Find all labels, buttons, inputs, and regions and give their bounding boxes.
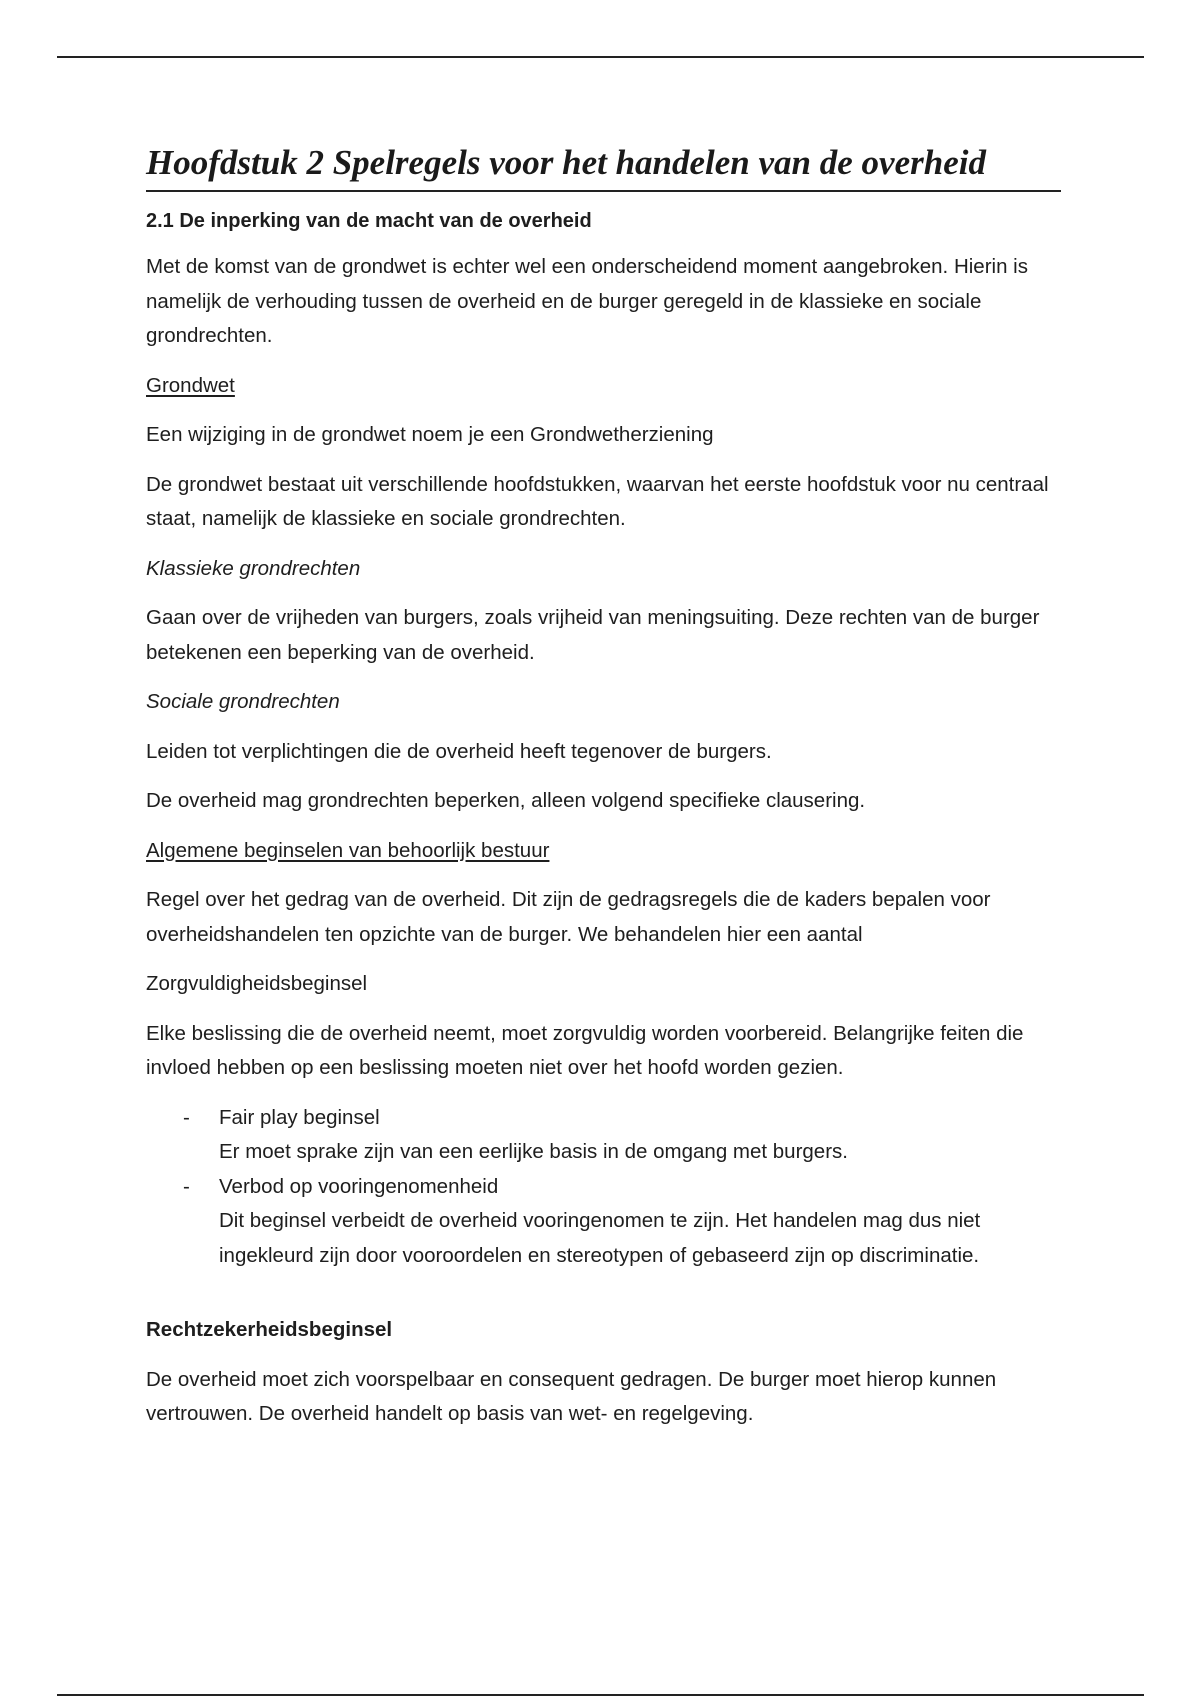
rechtszekerheid-heading: Rechtzekerheidsbeginsel: [146, 1318, 393, 1341]
list-item-title: Verbod op vooringenomenheid: [219, 1174, 499, 1198]
klassieke-heading: Klassieke grondrechten: [146, 556, 361, 580]
list-item: [146, 1170, 1061, 1274]
grondwet-heading: Grondwet: [146, 373, 235, 397]
section-heading: 2.1 De inperking van de macht van de overheid: [146, 210, 592, 232]
beginselen-list: [146, 1101, 1061, 1274]
grondwet-paragraph-1: Een wijziging in de grondwet noem je een Grondwetherziening: [146, 423, 714, 446]
list-item-title: Fair play beginsel: [219, 1105, 380, 1129]
klassieke-paragraph: Gaan over de vrijheden van burgers, zoals vrijheid van meningsuiting. Deze rechten van de burger betekenen een beperking van de overheid.: [146, 606, 1040, 664]
abbb-paragraph: Regel over het gedrag van de overheid. Dit zijn de gedragsregels die de kaders bepalen voor overheidshandelen ten opzichte van de burger. We behandelen hier een aantal: [146, 888, 991, 946]
beperken-paragraph: De overheid mag grondrechten beperken, alleen volgend specifieke clausering.: [146, 789, 866, 812]
zorgvuldigheid-paragraph: Elke beslissing die de overheid neemt, moet zorgvuldig worden voorbereid. Belangrijke feiten die invloed hebben op een beslissing moeten niet over het hoofd worden gezien.: [146, 1021, 1024, 1079]
sociale-paragraph: Leiden tot verplichtingen die de overheid heeft tegenover de burgers.: [146, 739, 772, 763]
list-item: [146, 1101, 1061, 1170]
spacer: [146, 1273, 1061, 1313]
dash-bullet: -: [183, 1105, 190, 1129]
dash-bullet: -: [183, 1174, 190, 1198]
list-item-text: Dit beginsel verbeidt de overheid vooringenomen te zijn. Het handelen mag dus niet ingekleurd zijn door vooroordelen en stereotypen of gebaseerd zijn op discriminatie.: [219, 1209, 981, 1267]
page-bottom-rule: [57, 1694, 1144, 1696]
document-body: [146, 140, 1061, 1447]
abbb-heading: Algemene beginselen van behoorlijk bestuur: [146, 838, 550, 862]
chapter-title: Hoofdstuk 2 Spelregels voor het handelen van de overheid: [146, 140, 1061, 192]
list-item-text: Er moet sprake zijn van een eerlijke basis in de omgang met burgers.: [219, 1140, 848, 1163]
rechtszekerheid-paragraph: De overheid moet zich voorspelbaar en consequent gedragen. De burger moet hierop kunnen vertrouwen. De overheid handelt op basis van wet- en regelgeving.: [146, 1367, 997, 1425]
page-top-rule: [57, 56, 1144, 58]
sociale-heading: Sociale grondrechten: [146, 690, 340, 713]
intro-paragraph: Met de komst van de grondwet is echter wel een onderscheidend moment aangebroken. Hierin is namelijk de verhouding tussen de overheid en de burger geregeld in de klassieke en sociale grondrechten.: [146, 255, 1028, 347]
grondwet-paragraph-2: De grondwet bestaat uit verschillende hoofdstukken, waarvan het eerste hoofdstuk voor nu centraal staat, namelijk de klassieke en sociale grondrechten.: [146, 472, 1049, 530]
zorgvuldigheid-heading: Zorgvuldigheidsbeginsel: [146, 972, 368, 995]
